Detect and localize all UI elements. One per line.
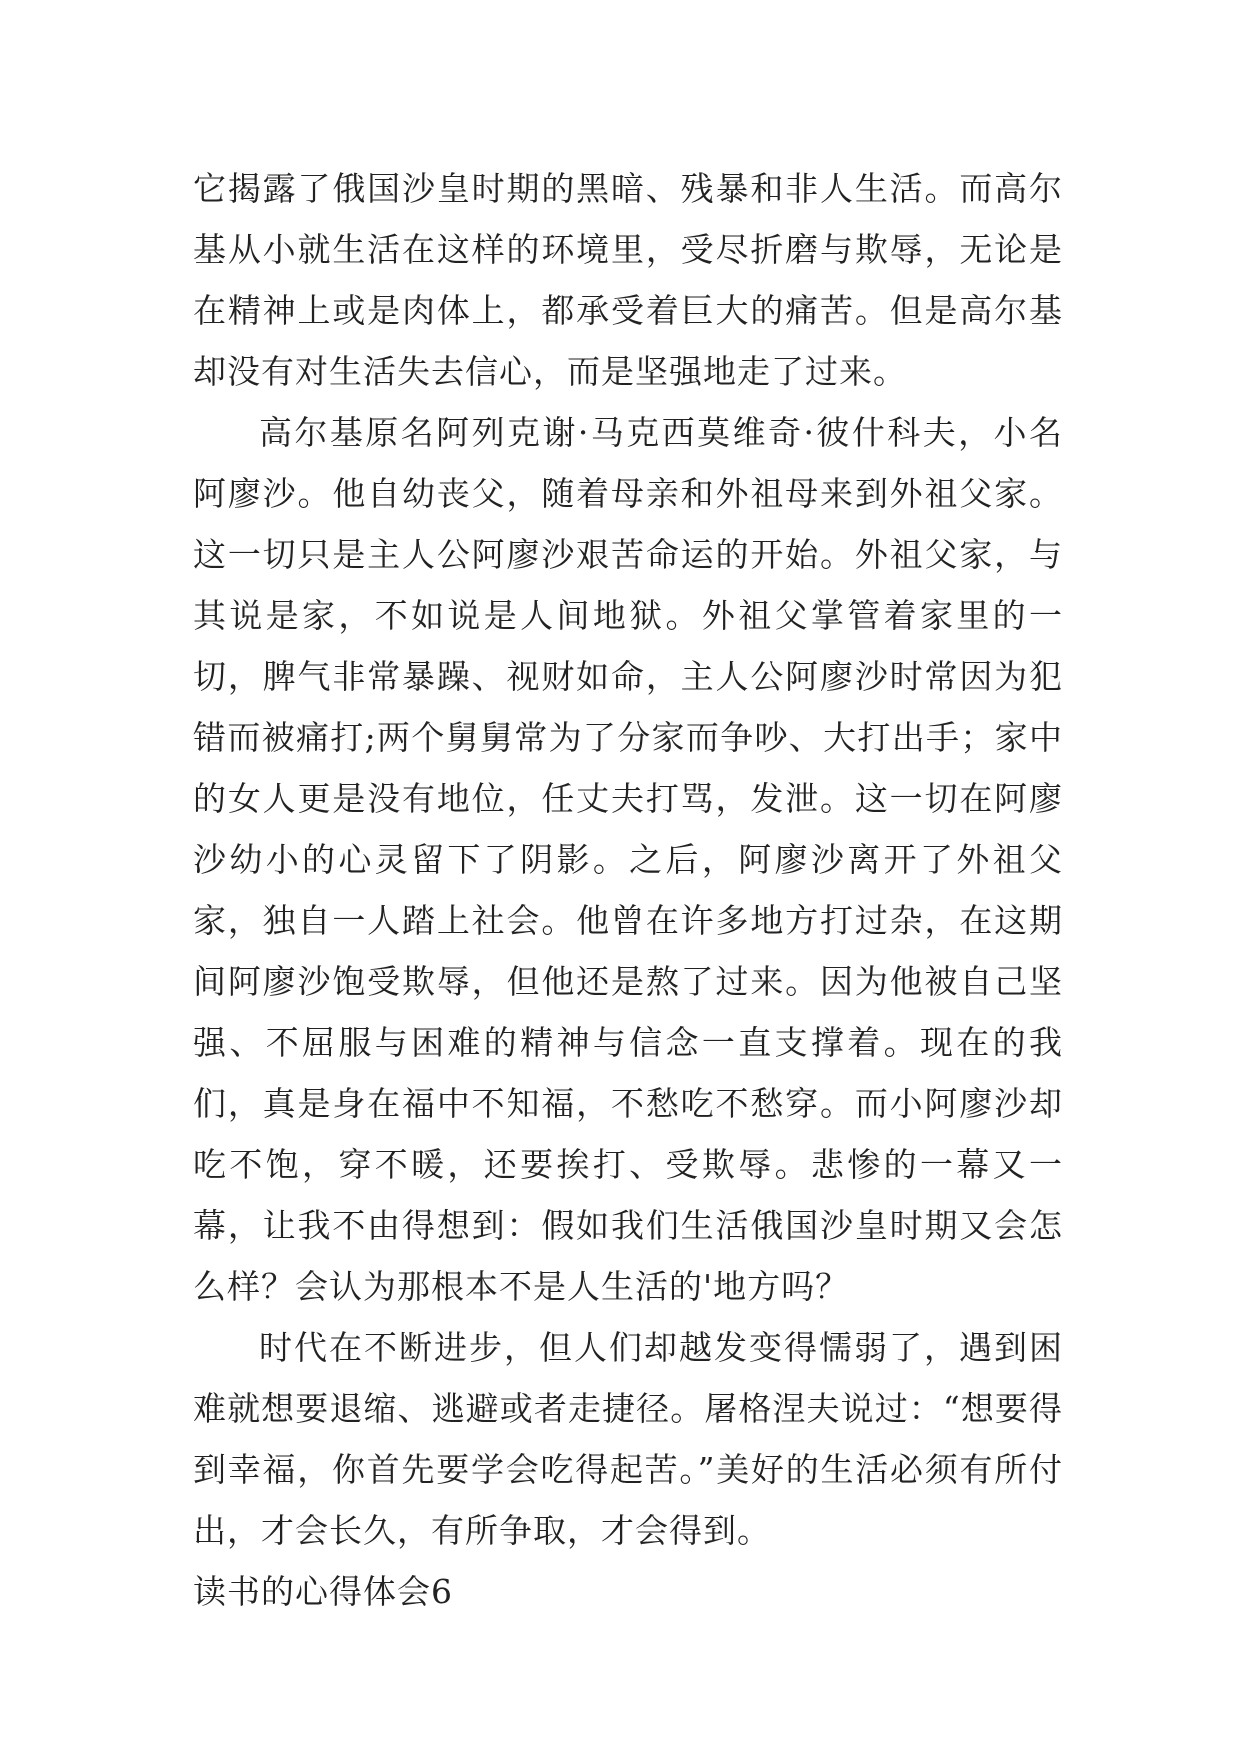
section-heading: 读书的心得体会6 bbox=[193, 1572, 453, 1611]
paragraph-2: 高尔基原名阿列克谢·马克西莫维奇·彼什科夫，小名阿廖沙。他自幼丧父，随着母亲和外祖母来到外祖父家。这一切只是主人公阿廖沙艰苦命运的开始。外祖父家，与其说是家，不如说是人间地狱。外祖父掌管着家里的一切，脾气非常暴躁、视财如命，主人公阿廖沙时常因为犯错而被痛打;两个舅舅常为了分家而争吵、大打出手；家中的女人更是没有地位，任丈夫打骂，发泄。这一切在阿廖沙幼小的心灵留下了阴影。之后，阿廖沙离开了外祖父家，独自一人踏上社会。他曾在许多地方打过杂，在这期间阿廖沙饱受欺辱，但他还是熬了过来。因为他被自己坚强、不屈服与困难的精神与信念一直支撑着。现在的我们，真是身在福中不知福，不愁吃不愁穿。而小阿廖沙却吃不饱，穿不暖，还要挨打、受欺辱。悲惨的一幕又一幕，让我不由得想到：假如我们生活俄国沙皇时期又会怎么样？会认为那根本不是人生活的'地方吗？ bbox=[193, 413, 1063, 1306]
document-body bbox=[193, 158, 1063, 1622]
paragraph-3: 时代在不断进步，但人们却越发变得懦弱了，遇到困难就想要退缩、逃避或者走捷径。屠格涅夫说过：“想要得到幸福，你首先要学会吃得起苦。”美好的生活必须有所付出，才会长久，有所争取，才会得到。 bbox=[193, 1328, 1063, 1550]
paragraph-1: 它揭露了俄国沙皇时期的黑暗、残暴和非人生活。而高尔基从小就生活在这样的环境里，受尽折磨与欺辱，无论是在精神上或是肉体上，都承受着巨大的痛苦。但是高尔基却没有对生活失去信心，而是坚强地走了过来。 bbox=[193, 169, 1063, 391]
